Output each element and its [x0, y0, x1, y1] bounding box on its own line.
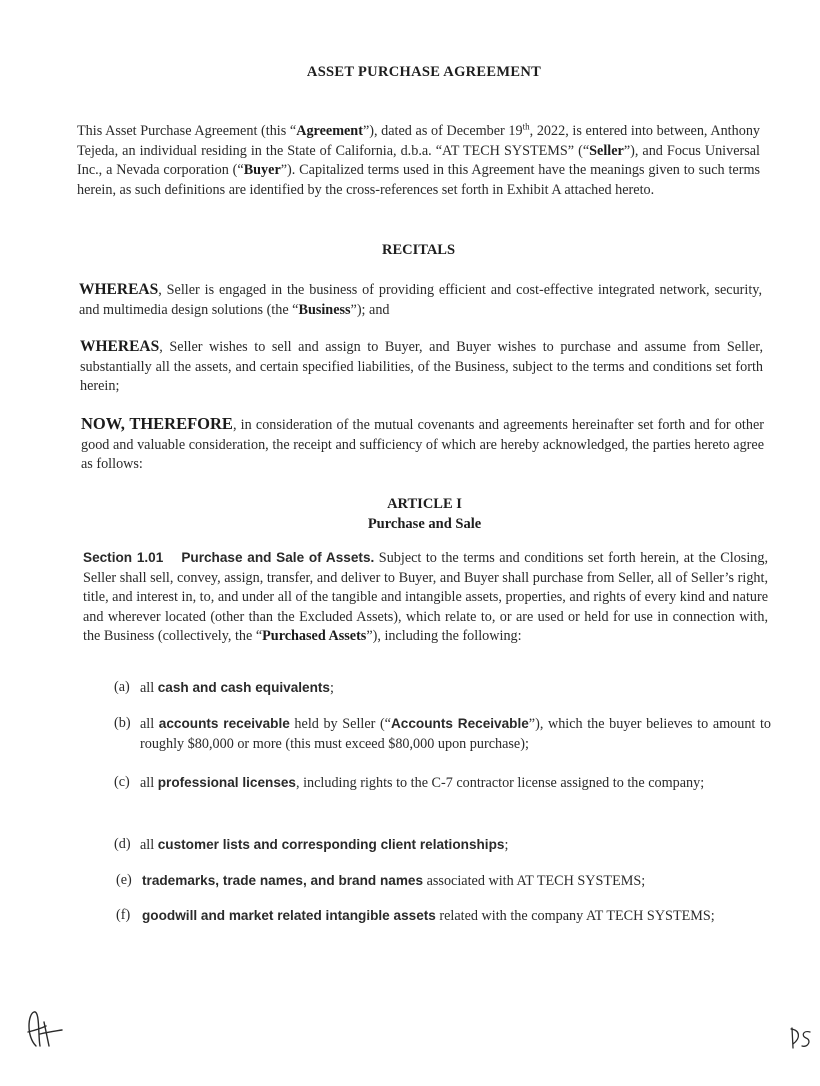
- list-item-text: all: [140, 837, 158, 853]
- whereas-text: , Seller is engaged in the business of providing efficient and cost-effective integrated network, security, and multimedia design solutions (the “: [79, 282, 762, 318]
- date-ordinal: th: [522, 121, 530, 132]
- article-heading-block: [83, 494, 766, 534]
- list-item: [114, 835, 771, 856]
- whereas-text: ”); and: [350, 301, 390, 318]
- list-item: [114, 714, 771, 754]
- list-item-text: ;: [504, 837, 509, 853]
- list-item-term: customer lists and corresponding client relationships: [157, 837, 505, 852]
- intro-paragraph: [77, 122, 760, 200]
- section-number: Section 1.01: [83, 550, 164, 565]
- handwritten-initials-ds-icon: [788, 1024, 816, 1052]
- list-item-label: (e): [116, 872, 132, 888]
- list-item-label: (d): [114, 836, 131, 852]
- now-therefore-paragraph: [81, 414, 764, 475]
- whereas-lead: WHEREAS: [80, 338, 160, 355]
- list-item-text: ;: [330, 680, 334, 696]
- list-item-label: (f): [116, 907, 131, 923]
- list-item-term: goodwill and market related intangible assets: [142, 908, 436, 923]
- list-item-text: all: [140, 680, 158, 696]
- list-item-label: (c): [114, 774, 130, 790]
- list-item: [114, 773, 771, 794]
- section-title: Purchase and Sale of Assets.: [181, 550, 375, 565]
- list-item-label: (b): [114, 715, 131, 731]
- defined-term-seller: Seller: [589, 142, 624, 159]
- whereas-lead: WHEREAS: [79, 281, 159, 298]
- list-item-text: ”), which the buyer believes to amount to roughly $80,000 or more (this must exceed $80,000 upon purchase);: [140, 716, 772, 752]
- intro-text: ”), dated as of December 19: [362, 123, 523, 139]
- list-item: [114, 678, 764, 699]
- now-therefore-lead: NOW, THEREFORE: [81, 414, 233, 433]
- list-item-text: all: [140, 775, 158, 791]
- document-title: ASSET PURCHASE AGREEMENT: [306, 64, 542, 80]
- whereas-text: , Seller wishes to sell and assign to Buyer, and Buyer wishes to purchase and assume from Seller, substantially all the assets, and certain specified liabilities, of the Business, subject to the terms and conditions set forth herein;: [80, 339, 763, 395]
- whereas-paragraph-1: [79, 280, 762, 320]
- list-item-label: (a): [114, 679, 130, 695]
- defined-term-buyer: Buyer: [243, 162, 281, 179]
- list-item-term: professional licenses: [157, 775, 296, 790]
- list-item: [116, 906, 773, 927]
- list-item-term: trademarks, trade names, and brand names: [142, 873, 424, 888]
- intro-text: ”). Capitalized terms used in this Agreement have the meanings given to such terms herein, as such definitions are identified by the cross-references set forth in Exhibit A attached hereto.: [77, 162, 761, 198]
- list-item-text: , including rights to the C-7 contractor license assigned to the company;: [296, 775, 705, 791]
- defined-term-business: Business: [298, 301, 351, 318]
- intro-text: , 2022, is entered into between, Anthony Tejeda, an individual residing in the State of California, d.b.a. “AT TECH SYSTEMS” (“: [77, 123, 761, 159]
- defined-term-accounts-receivable: Accounts Receivable: [390, 716, 529, 731]
- list-item: [116, 871, 773, 892]
- section-1-01-paragraph: [83, 548, 768, 647]
- handwritten-initials-at-icon: [22, 1006, 64, 1050]
- intro-text: ”), and Focus Universal Inc., a Nevada corporation (“: [77, 142, 760, 179]
- list-item-term: accounts receivable: [158, 716, 290, 731]
- list-item-text: all: [140, 716, 159, 732]
- now-therefore-text: , in consideration of the mutual covenants and agreements hereinafter set forth and for other good and valuable consideration, the receipt and sufficiency of which are hereby acknowledged, the parties hereto agree as follows:: [81, 417, 764, 473]
- whereas-paragraph-2: [80, 337, 763, 397]
- intro-text: This Asset Purchase Agreement (this “: [77, 123, 297, 139]
- article-subheading: Purchase and Sale: [367, 516, 482, 532]
- defined-term-purchased-assets: Purchased Assets: [262, 628, 367, 645]
- list-item-text: associated with AT TECH SYSTEMS;: [423, 873, 646, 889]
- list-item-term: cash and cash equivalents: [157, 680, 330, 695]
- section-text: Subject to the terms and conditions set forth herein, at the Closing, Seller shall sell, convey, assign, transfer, and deliver to Buyer, and Buyer shall purchase from Seller, all of Seller’s right, title, and interest in, to, and under all of the tangible and intangible assets, properties, and rights of every kind and nature and wherever located (other than the Excluded Assets), which relate to, or are used or held for use in connection with, the Business (collectively, the “: [83, 550, 768, 645]
- article-heading: ARTICLE I: [387, 496, 462, 512]
- section-text: ”), including the following:: [366, 628, 522, 645]
- recitals-heading: RECITALS: [381, 242, 456, 258]
- list-item-text: held by Seller (“: [289, 716, 391, 732]
- list-item-text: related with the company AT TECH SYSTEMS;: [435, 908, 715, 924]
- defined-term-agreement: Agreement: [296, 123, 363, 139]
